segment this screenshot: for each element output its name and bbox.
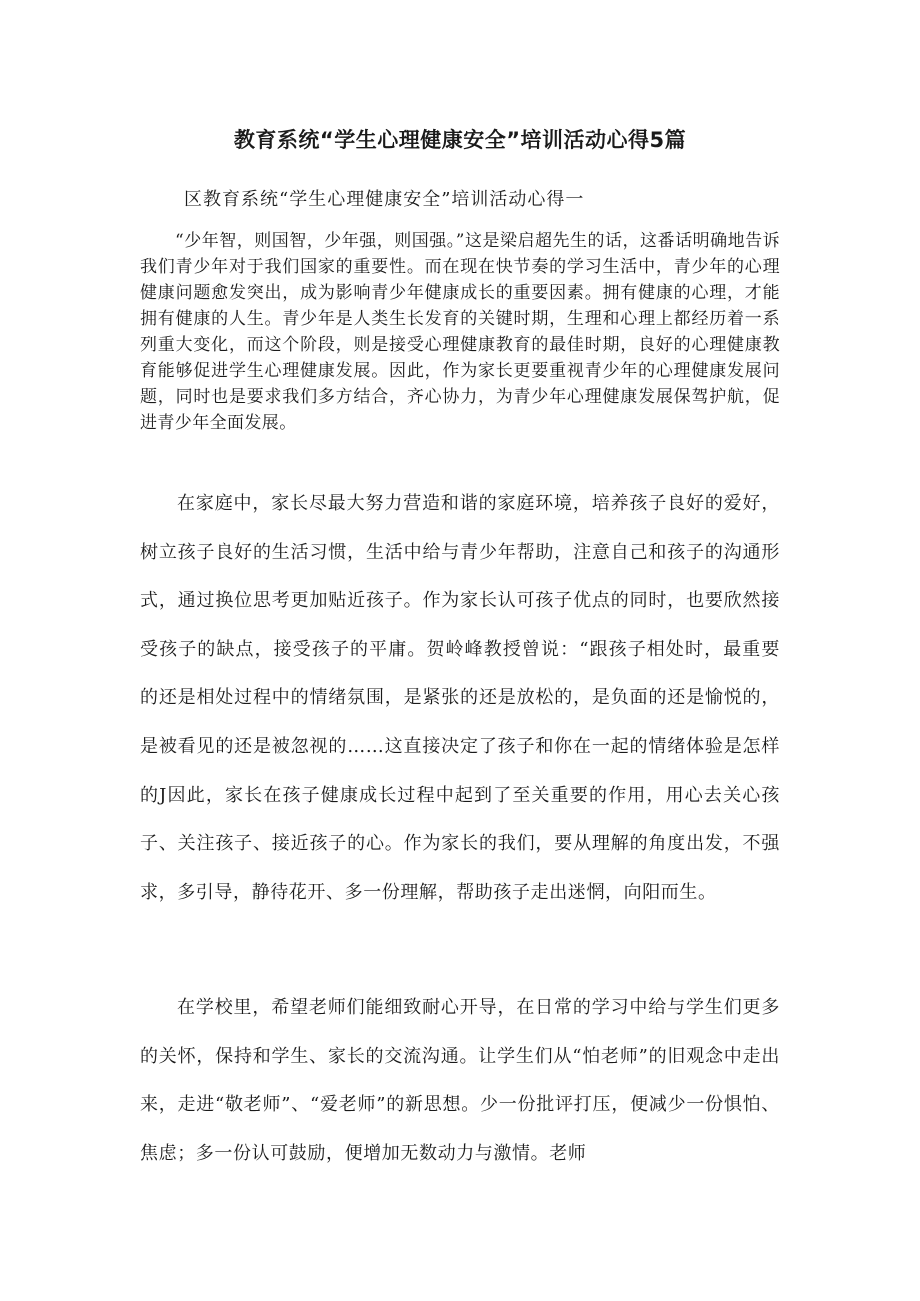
paragraph-family: 在家庭中，家长尽最大努力营造和谐的家庭环境，培养孩子良好的爱好，树立孩子良好的生活习惯，生活中给与青少年帮助，注意自己和孩子的沟通形式，通过换位思考更加贴近孩子。作为家长认可孩子优点的同时，也要欣然接受孩子的缺点，接受孩子的平庸。贺岭峰教授曾说：“跟孩子相处时，最重要的还是相处过程中的情绪氛围，是紧张的还是放松的，是负面的还是愉悦的，是被看见的还是被忽视的……这直接决定了孩子和你在一起的情绪体验是怎样的J因此，家长在孩子健康成长过程中起到了至关重要的作用，用心去关心孩子、关注孩子、接近孩子的心。作为家长的我们，要从理解的角度出发，不强求，多引导，静待花开、多一份理解，帮助孩子走出迷惘，向阳而生。 (140, 493, 780, 903)
paragraph-school: 在学校里，希望老师们能细致耐心开导，在日常的学习中给与学生们更多的关怀，保持和学生、家长的交流沟通。让学生们从“怕老师”的旧观念中走出来，走进“敬老师”、“爱老师”的新思想。少一份批评打压，便减少一份惧怕、焦虑；多一份认可鼓励，便增加无数动力与激情。老师 (140, 997, 780, 1164)
document-title: 教育系统“学生心理健康安全”培训活动心得5篇 (233, 128, 687, 152)
section-subtitle: 区教育系统“学生心理健康安全”培训活动心得一 (184, 189, 585, 210)
paragraph-intro: “少年智，则国智，少年强，则国强。”这是梁启超先生的话，这番话明确地告诉我们青少年对于我们国家的重要性。而在现在快节奏的学习生活中，青少年的心理健康问题愈发突出，成为影响青少年健康成长的重要因素。拥有健康的心理，才能拥有健康的人生。青少年是人类生长发育的关键时期，生理和心理上都经历着一系列重大变化，而这个阶段，则是接受心理健康教育的最佳时期，良好的心理健康教育能够促进学生心理健康发展。因此，作为家长更要重视青少年的心理健康发展问题，同时也是要求我们多方结合，齐心协力，为青少年心理健康发展保驾护航，促进青少年全面发展。 (140, 231, 780, 433)
